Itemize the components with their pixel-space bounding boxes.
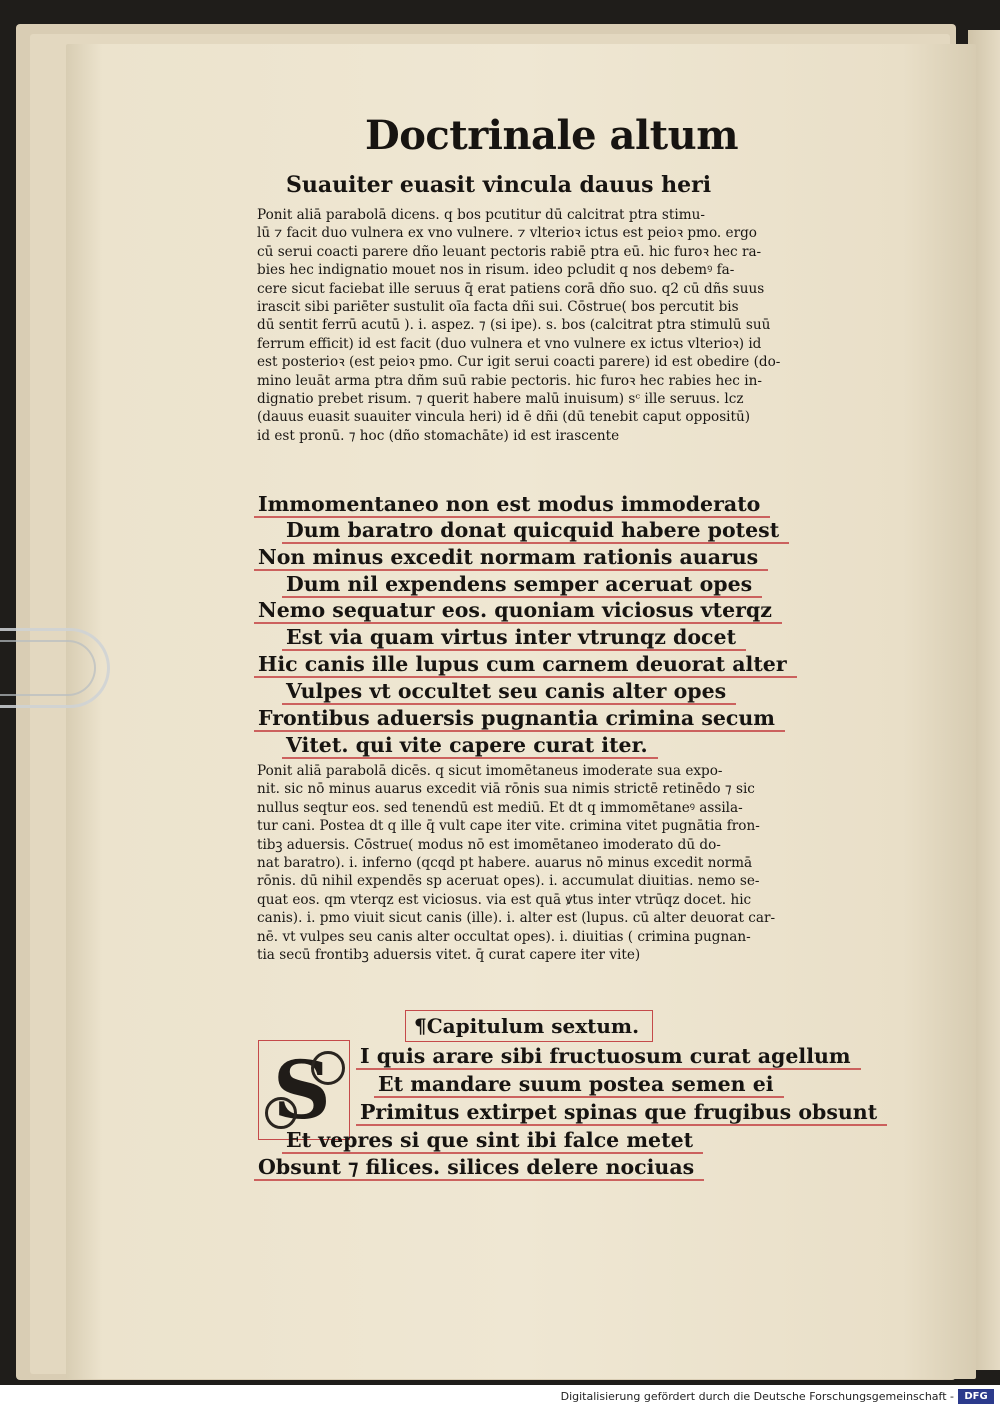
commentary-line: tur cani. Postea dt q ille q̄ vult cape iter vite. crimina vitet pugnātia fron- (257, 818, 760, 835)
verse-line: Obsunt ⁊ filices. silices delere nociuas (258, 1155, 695, 1179)
page-title: Doctrinale altum (365, 112, 739, 159)
commentary-block-2 (257, 762, 872, 964)
verse-line: Dum nil expendens semper aceruat opes (286, 572, 753, 596)
commentary-line: bies hec indignatio mouet nos in risum. ideo pcludit q nos debemꝰ fa- (257, 262, 735, 279)
commentary-line: nē. vt vulpes seu canis alter occultat opes). i. diuitias ( crimina pugnan- (257, 928, 751, 945)
funding-notice: Digitalisierung gefördert durch die Deutsche Forschungsgemeinschaft - (560, 1390, 954, 1403)
commentary-line: est posterioꝛ (est peioꝛ pmo. Cur igit serui coacti parere) id est obedire (do- (257, 354, 781, 371)
commentary-block-1 (257, 206, 872, 445)
commentary-line: nullus seqtur eos. sed tenendū est mediū. Et dt q immomētaneꝰ assila- (257, 799, 743, 816)
initial-flourish-icon (311, 1051, 345, 1085)
dfg-logo: DFG (958, 1389, 994, 1404)
verse-line: Nemo sequatur eos. quoniam viciosus vterqz (258, 598, 772, 622)
commentary-line: irascit sibi pariēter sustulit oīa facta dñi sui. Cōstrue( bos percutit bis (257, 299, 739, 316)
verse-line: Immomentaneo non est modus immoderato (258, 492, 761, 516)
verse-line: Et mandare suum postea semen ei (378, 1072, 774, 1096)
commentary-line: Ponit aliā parabolā dicēs. q sicut imomētaneus imoderate sua expo- (257, 763, 723, 779)
commentary-line: canis). i. pmo viuit sicut canis (ille). i. alter est (lupus. cū alter deuorat car- (257, 910, 776, 927)
verse-line: Hic canis ille lupus cum carnem deuorat alter (258, 652, 787, 676)
commentary-line: cū serui coacti parere dño leuant pectoris rabiē ptra eū. hic furoꝛ hec ra- (257, 243, 762, 260)
chapter-heading: ¶Capitulum sextum. (405, 1010, 653, 1042)
commentary-line: mino leuāt arma ptra dñm suū rabie pectoris. hic furoꝛ hec rabies hec in- (257, 372, 762, 389)
commentary-line: Ponit aliā parabolā dicens. q bos pcutitur dū calcitrat ptra stimu- (257, 207, 705, 223)
opening-verse: Suauiter euasit vincula dauus heri (286, 172, 712, 198)
commentary-line: id est pronū. ⁊ hoc (dño stomachāte) id est irascente (257, 427, 620, 444)
verse-line: Vitet. qui vite capere curat iter. (286, 733, 648, 757)
commentary-line: tia secū frontibꝫ aduersis vitet. q̄ curat capere iter vite) (257, 947, 641, 964)
verse-line: Primitus extirpet spinas que frugibus obsunt (360, 1100, 878, 1124)
verse-line: Frontibus aduersis pugnantia crimina secum (258, 706, 775, 730)
verse-line: Est via quam virtus inter vtrunqz docet (286, 625, 737, 649)
verse-line: Non minus excedit normam rationis auarus (258, 545, 759, 569)
commentary-line: dū sentit ferrū acutū ). i. aspez. ⁊ (si ipe). s. bos (calcitrat ptra stimulū suū (257, 317, 771, 334)
commentary-line: rōnis. dū nihil expendēs sp aceruat opes). i. accumulat diuitias. nemo se- (257, 873, 760, 890)
commentary-line: quat eos. qm vterqz est viciosus. via est quā ꝟtus inter vtrūqz docet. hic (257, 891, 752, 908)
commentary-line: cere sicut faciebat ille seruus q̄ erat patiens corā dño suo. q2 cū dñs suus (257, 280, 765, 297)
initial-flourish-icon (265, 1097, 297, 1129)
commentary-line: nit. sic nō minus auarus excedit viā rōnis sua nimis strictē retinēdo ⁊ sic (257, 781, 755, 798)
verse-line: Dum baratro donat quicquid habere potest (286, 518, 780, 542)
initial-letter: S (273, 1043, 331, 1137)
commentary-line: (dauus euasit suauiter vincula heri) id ē dñi (dū tenebit caput oppositū) (257, 409, 751, 426)
commentary-line: nat baratro). i. inferno (qcqd pt habere. auarus nō minus excedit normā (257, 855, 753, 872)
commentary-line: ferrum efficit) id est facit (duo vulnera et vno vulnere ex ictus vlterioꝛ) id (257, 335, 762, 352)
verse-line: Vulpes vt occultet seu canis alter opes (286, 679, 727, 703)
commentary-line: lū ⁊ facit duo vulnera ex vno vulnere. ⁊ vlterioꝛ ictus est peioꝛ pmo. ergo (257, 225, 757, 242)
decorated-initial (258, 1040, 350, 1140)
footer-bar (0, 1385, 1000, 1409)
commentary-line: tibꝫ aduersis. Cōstrue( modus nō est imomētaneo imoderato dū do- (257, 836, 721, 853)
verse-line: Et vepres si que sint ibi falce metet (286, 1128, 694, 1152)
commentary-line: dignatio prebet risum. ⁊ querit habere malū inuisum) sᶜ ille seruus. lcz (257, 391, 744, 408)
verse-line: I quis arare sibi fructuosum curat agellum (360, 1044, 851, 1068)
